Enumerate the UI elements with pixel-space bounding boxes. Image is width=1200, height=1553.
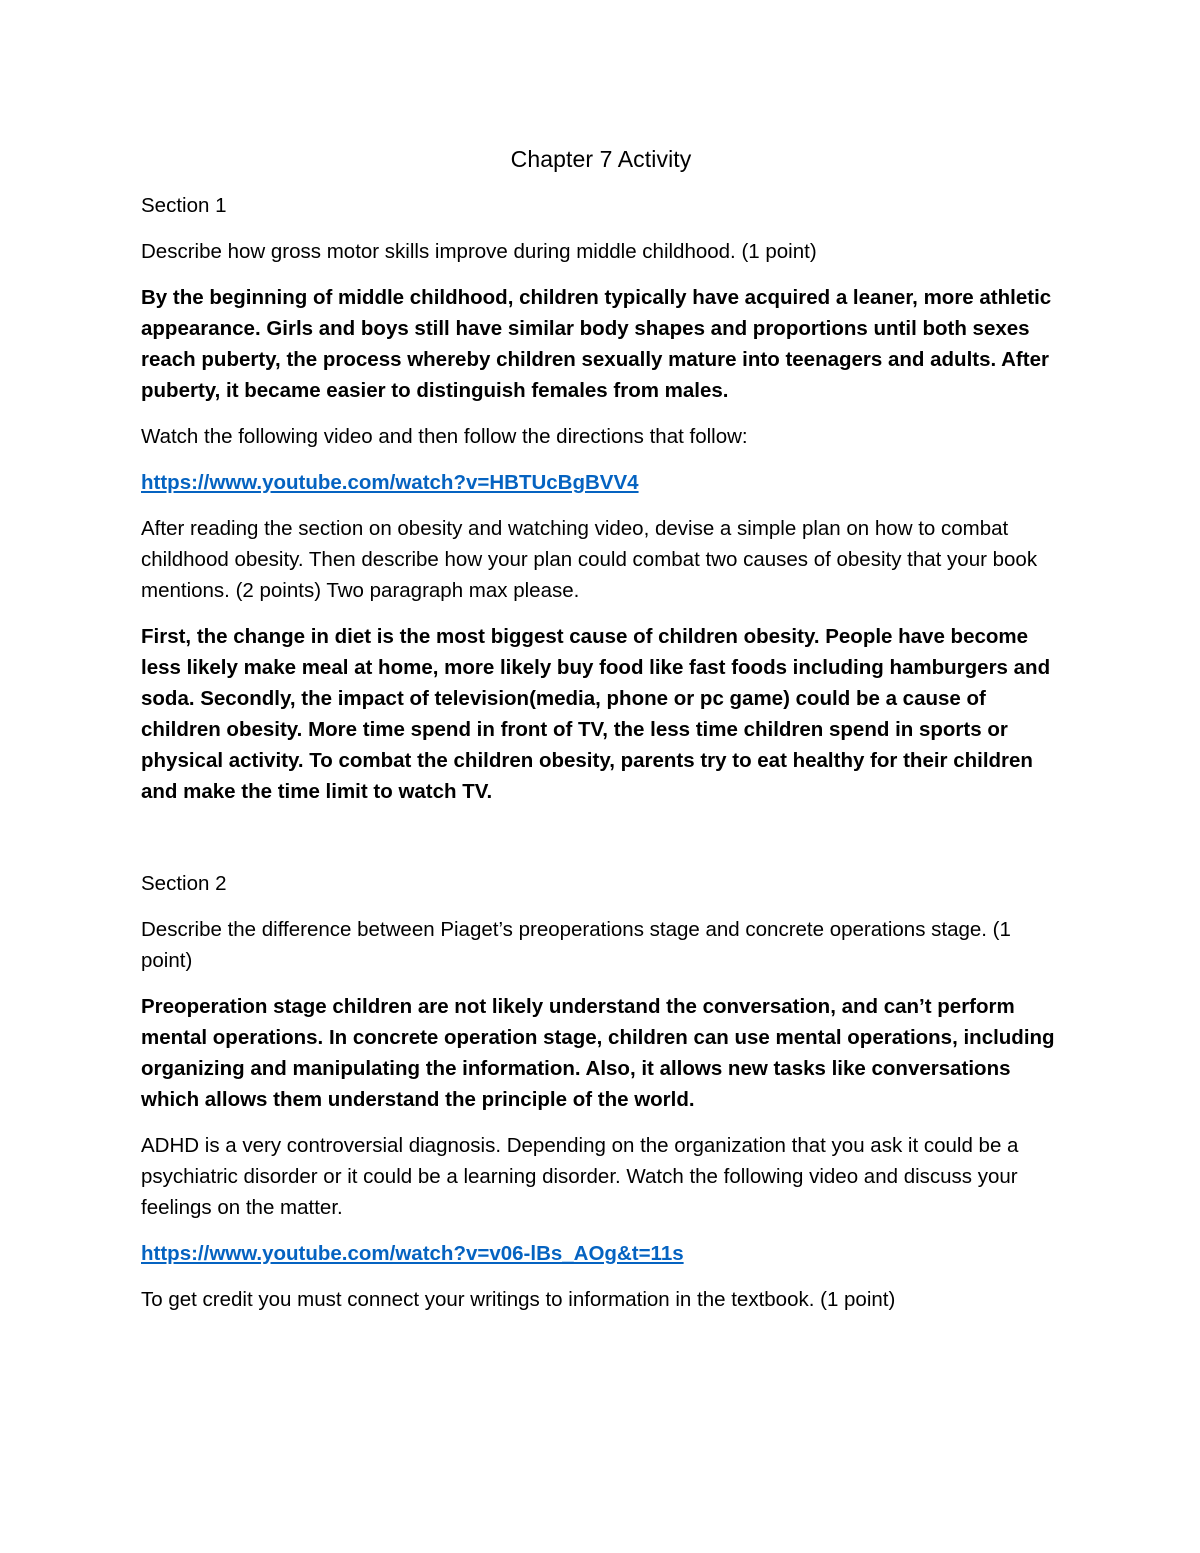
document-body (141, 142, 1061, 1330)
document-title: Chapter 7 Activity (510, 146, 692, 172)
section-2-question-1: Describe the difference between Piaget’s preoperations stage and concrete operations stage. (1 point) (141, 918, 1011, 972)
section-1-heading: Section 1 (141, 194, 227, 217)
section-2-adhd-prompt: ADHD is a very controversial diagnosis. Depending on the organization that you ask it could be a psychiatric disorder or it could be a learning disorder. Watch the following video and discuss your feelings on the matter. (141, 1134, 1019, 1219)
section-1-answer-2: First, the change in diet is the most biggest cause of children obesity. People have become less likely make meal at home, more likely buy food like fast foods including hamburgers and soda. Secondly, the impact of television(media, phone or pc game) could be a cause of children obesity. More time spend in front of TV, the less time children spend in sports or physical activity. To combat the children obesity, parents try to eat healthy for their children and make the time limit to watch TV. (141, 625, 1051, 803)
section-2-video-link-paragraph (141, 1238, 1061, 1269)
section-2-video-link[interactable]: https://www.youtube.com/watch?v=v06-lBs_AOg&t=11s (141, 1242, 684, 1265)
section-1-question-2: After reading the section on obesity and watching video, devise a simple plan on how to combat childhood obesity. Then describe how your plan could combat two causes of obesity that your book mentions. (2 points) Two paragraph max please. (141, 517, 1038, 602)
section-1-video-link-paragraph (141, 467, 1061, 498)
section-2-credit-note: To get credit you must connect your writings to information in the textbook. (1 point) (141, 1288, 896, 1311)
section-1-question-1: Describe how gross motor skills improve during middle childhood. (1 point) (141, 240, 817, 263)
section-2-answer-1: Preoperation stage children are not likely understand the conversation, and can’t perform mental operations. In concrete operation stage, children can use mental operations, including organizing and manipulating the information. Also, it allows new tasks like conversations which allows them understand the principle of the world. (141, 995, 1055, 1111)
section-2-heading: Section 2 (141, 872, 227, 895)
section-1-video-instruction: Watch the following video and then follow the directions that follow: (141, 425, 748, 448)
section-spacer (141, 822, 1061, 868)
section-1-answer-1: By the beginning of middle childhood, children typically have acquired a leaner, more athletic appearance. Girls and boys still have similar body shapes and proportions until both sexes reach puberty, the process whereby children sexually mature into teenagers and adults. After puberty, it became easier to distinguish females from males. (141, 286, 1052, 402)
section-1-video-link[interactable]: https://www.youtube.com/watch?v=HBTUcBgBVV4 (141, 471, 639, 494)
